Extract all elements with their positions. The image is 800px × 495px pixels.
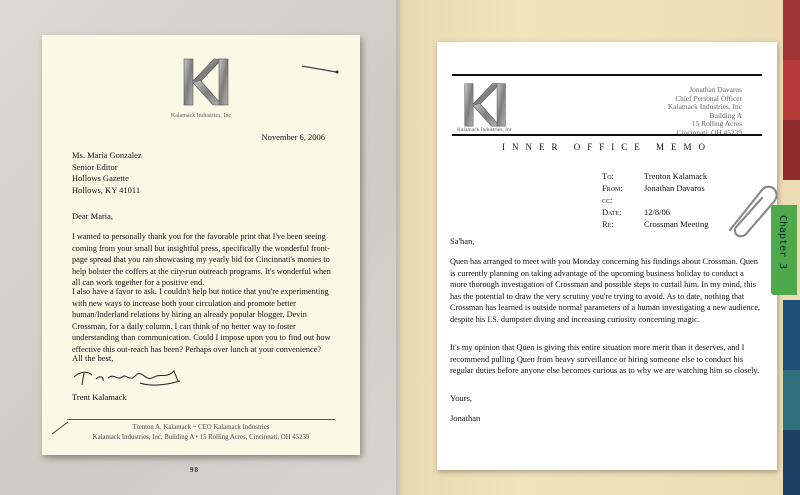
- letterhead-page: [42, 35, 360, 455]
- sender-line: Building A: [709, 110, 742, 120]
- memo-paragraph: It's my opinion that Quen is giving this entire situation more merit than it deserves, and I recommend pulling Quen from heavy surveillance or hiring someone else to conduct his regular duties before anyone else becomes curious as to why we are watching him so closely.: [450, 343, 760, 375]
- pen-mark-icon: [50, 420, 70, 436]
- footer-address-line: Kalamack Industries, Inc, Building A • 15 Rolling Acres, Cincinnati, OH 45239: [92, 434, 310, 441]
- memo-greeting: Sa'han,: [450, 236, 475, 246]
- sender-line: Chief Personal Officer: [675, 93, 742, 103]
- recipient-address: [72, 150, 142, 196]
- memo-paragraph: Quen has arranged to meet with you Monday concerning his findings about Crossman. Quen is currently planning on taking advantage of the upcoming business holiday to conduct a more thorough investigation of Crossman and possible steps to curtail him. In my mind, this has the potential to draw the very scrutiny you're trying to avoid. As to date, nothing that Crossman has learned is outside normal parameters of a human investigating a new audience, despite his I.S. dumpster diving and increasing curiosity concerning magic.: [450, 257, 761, 324]
- memo-closing: Yours,: [450, 393, 473, 403]
- signer-name: Trent Kalamack: [72, 392, 127, 402]
- memo-from-row: [602, 182, 708, 194]
- section-tab-teal[interactable]: [783, 370, 800, 430]
- section-tab-red[interactable]: [783, 0, 800, 60]
- letter-paragraph: I wanted to personally thank you for the favorable print that I've been seeing coming from your small but insightful press, specifically the wonderful front-page spread that you ran showcasing my yearly bid for Cincinnati's monies to help bolster the coffers at the city-run outreach programs. It's wonderful when all can work together for a positive end.: [72, 232, 331, 287]
- chapter-tab-label: Chapter 3: [777, 215, 788, 270]
- memo-top-rule: [452, 74, 762, 76]
- page-number: 98: [190, 466, 199, 474]
- section-tab-red[interactable]: [783, 60, 800, 120]
- recipient-line: Ms. Maria Gonzalez: [72, 150, 142, 160]
- sender-line: 15 Rolling Acres: [691, 119, 742, 128]
- memo-to-value: Trenton Kalamack: [644, 171, 708, 181]
- kalamack-logo-icon: [182, 55, 232, 107]
- company-name-small: Kalamack Industries, Inc: [170, 113, 232, 119]
- memo-page: [437, 42, 777, 470]
- memo-from-value: Jonathan Davaros: [644, 183, 705, 193]
- letter-salutation: Dear Maria,: [72, 211, 114, 221]
- sender-line: Kalamack Industries, Inc: [667, 102, 742, 111]
- memo-field-label: cc:: [602, 195, 613, 205]
- book-gutter: [396, 0, 406, 495]
- memo-field-label: From:: [602, 183, 623, 193]
- section-tab-blue[interactable]: [783, 300, 800, 370]
- memo-field-label: Re:: [602, 219, 614, 229]
- memo-to-row: [602, 170, 708, 182]
- memo-field-label: To:: [602, 171, 614, 181]
- memo-re-row: [602, 218, 708, 230]
- chapter-tab[interactable]: [771, 205, 797, 295]
- memo-signoff: Jonathan: [450, 413, 481, 423]
- sender-address-block: [668, 86, 742, 137]
- letter-closing: All the best,: [72, 353, 114, 363]
- letter-date: November 6, 2006: [261, 132, 325, 142]
- recipient-line: Hollows Gazette: [72, 173, 129, 183]
- memo-header-rule: [452, 134, 762, 136]
- memo-cc-row: [602, 194, 708, 206]
- signature: [70, 363, 190, 389]
- recipient-line: Senior Editor: [72, 161, 118, 172]
- memo-date-row: [602, 206, 708, 218]
- kalamack-logo-icon: [462, 80, 510, 128]
- recipient-line: Hollows, KY 41011: [72, 184, 141, 195]
- sender-line: Cincinnati, OH 45239: [676, 127, 742, 137]
- sender-line: Jonathan Davaros: [689, 85, 742, 94]
- memo-header-fields: [602, 170, 708, 230]
- section-tab-navy[interactable]: [783, 430, 800, 495]
- memo-date-value: 12/8/06: [644, 207, 670, 217]
- footer-title-line: Trenton A. Kalamack ~ CEO Kalamack Industries: [132, 424, 270, 431]
- section-tab-darkred[interactable]: [783, 120, 800, 180]
- memo-company-name: Kalamack Industries, Inc: [457, 127, 513, 133]
- letter-paragraph: I also have a favor to ask. I couldn't help but notice that you're experimenting with new ways to increase both your circulation and promote better human/Inderland relations by hiring an already popular blogger, Devin Crossman, for a daily column. I can think of no better way to foster understanding than communication. Could I impose upon you to find out how effective this out-reach has been? Perhaps over lunch at your convenience?: [72, 287, 331, 354]
- pen-mark-icon: [300, 62, 340, 74]
- footer-divider: [67, 419, 335, 420]
- memo-re-value: Crossman Meeting: [644, 219, 709, 229]
- memo-field-label: Date:: [602, 207, 622, 217]
- memo-title: INNER OFFICE MEMO: [501, 142, 712, 152]
